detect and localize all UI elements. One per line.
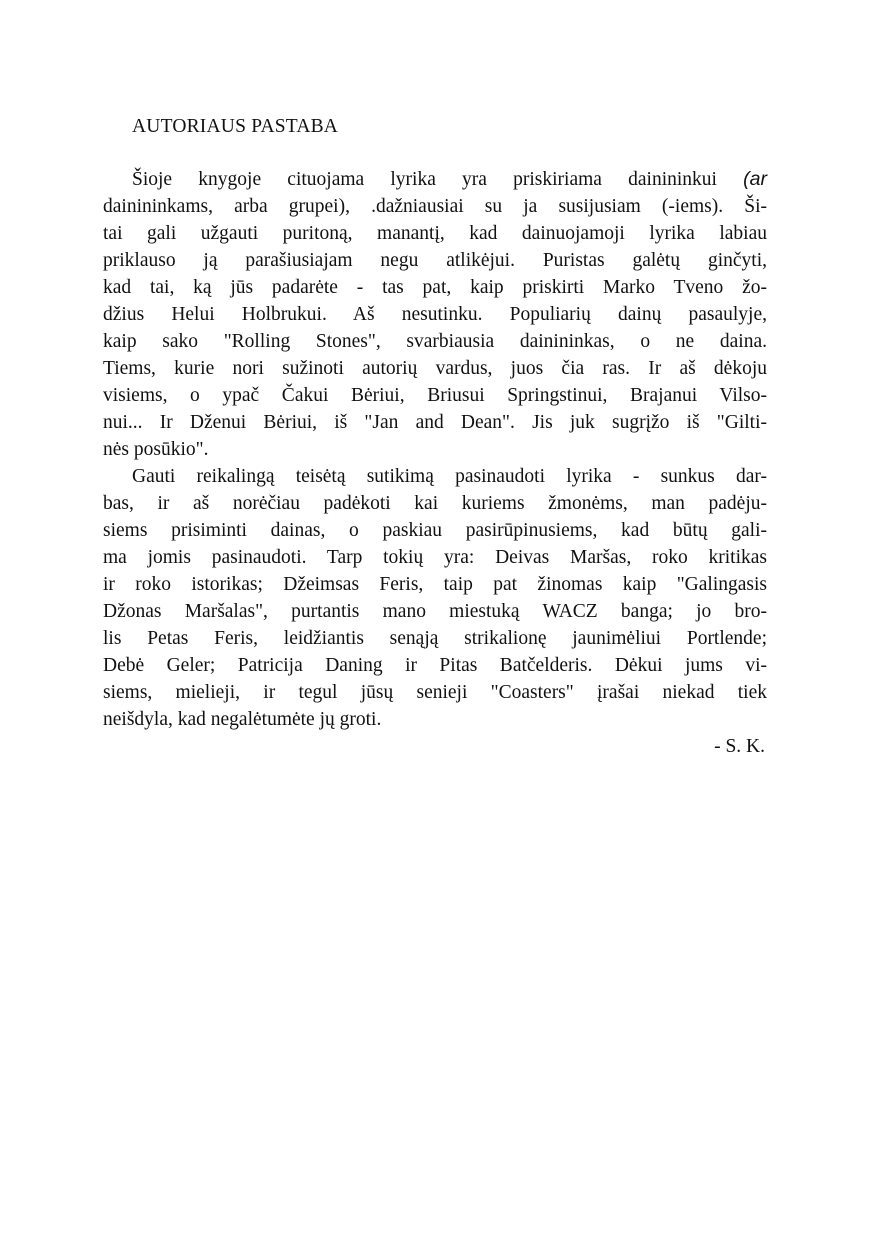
text-line: neišdyla, kad negalėtumėte jų groti. bbox=[103, 709, 382, 730]
text-line: kaip sako "Rolling Stones", svarbiausia dainininkas, o ne daina. bbox=[103, 331, 767, 352]
text-line: džius Helui Holbrukui. Aš nesutinku. Populiarių dainų pasaulyje, bbox=[103, 304, 767, 325]
paragraph-2 bbox=[103, 463, 767, 733]
author-note bbox=[103, 114, 767, 760]
text-line: Debė Geler; Patricija Daning ir Pitas Batčelderis. Dėkui jums vi- bbox=[103, 655, 767, 676]
text-line: Džonas Maršalas", purtantis mano miestuką WACZ banga; jo bro- bbox=[103, 601, 767, 622]
paragraph-1 bbox=[103, 166, 767, 463]
text-line: dainininkams, arba grupei), .dažniausiai su ja susijusiam (-iems). Ši- bbox=[103, 196, 767, 217]
text-line: lis Petas Feris, leidžiantis senąją strikalionę jaunimėliui Portlende; bbox=[103, 628, 767, 649]
text-line: Tiems, kurie nori sužinoti autorių vardus, juos čia ras. Ir aš dėkoju bbox=[103, 358, 767, 379]
text-line: priklauso ją parašiusiajam negu atlikėjui. Puristas galėtų ginčyti, bbox=[103, 250, 767, 271]
text-line: ma jomis pasinaudoti. Tarp tokių yra: Deivas Maršas, roko kritikas bbox=[103, 547, 767, 568]
text-line: Šioje knygoje cituojama lyrika yra priskiriama dainininkui (ar bbox=[132, 168, 767, 190]
page-title: AUTORIAUS PASTABA bbox=[132, 116, 339, 137]
text-line: siems prisiminti dainas, o paskiau pasirūpinusiems, kad būtų gali- bbox=[103, 520, 767, 541]
author-signature: - S. K. bbox=[714, 736, 765, 757]
text-line: tai gali užgauti puritoną, manantį, kad dainuojamoji lyrika labiau bbox=[103, 223, 767, 244]
text-line: ir roko istorikas; Džeimsas Feris, taip pat žinomas kaip "Galingasis bbox=[103, 574, 767, 595]
text-line: visiems, o ypač Čakui Bėriui, Briusui Springstinui, Brajanui Vilso- bbox=[103, 385, 767, 406]
text-line: Gauti reikalingą teisėtą sutikimą pasinaudoti lyrika - sunkus dar- bbox=[132, 466, 767, 487]
text-line: bas, ir aš norėčiau padėkoti kai kuriems žmonėms, man padėju- bbox=[103, 493, 767, 514]
text-line: siems, mielieji, ir tegul jūsų senieji "Coasters" įrašai niekad tiek bbox=[103, 682, 767, 703]
text-line: kad tai, ką jūs padarėte - tas pat, kaip priskirti Marko Tveno žo- bbox=[103, 277, 767, 298]
text-line: nės posūkio". bbox=[103, 439, 209, 460]
text-line: nui... Ir Dženui Bėriui, iš "Jan and Dean". Jis juk sugrįžo iš "Gilti- bbox=[103, 412, 767, 433]
